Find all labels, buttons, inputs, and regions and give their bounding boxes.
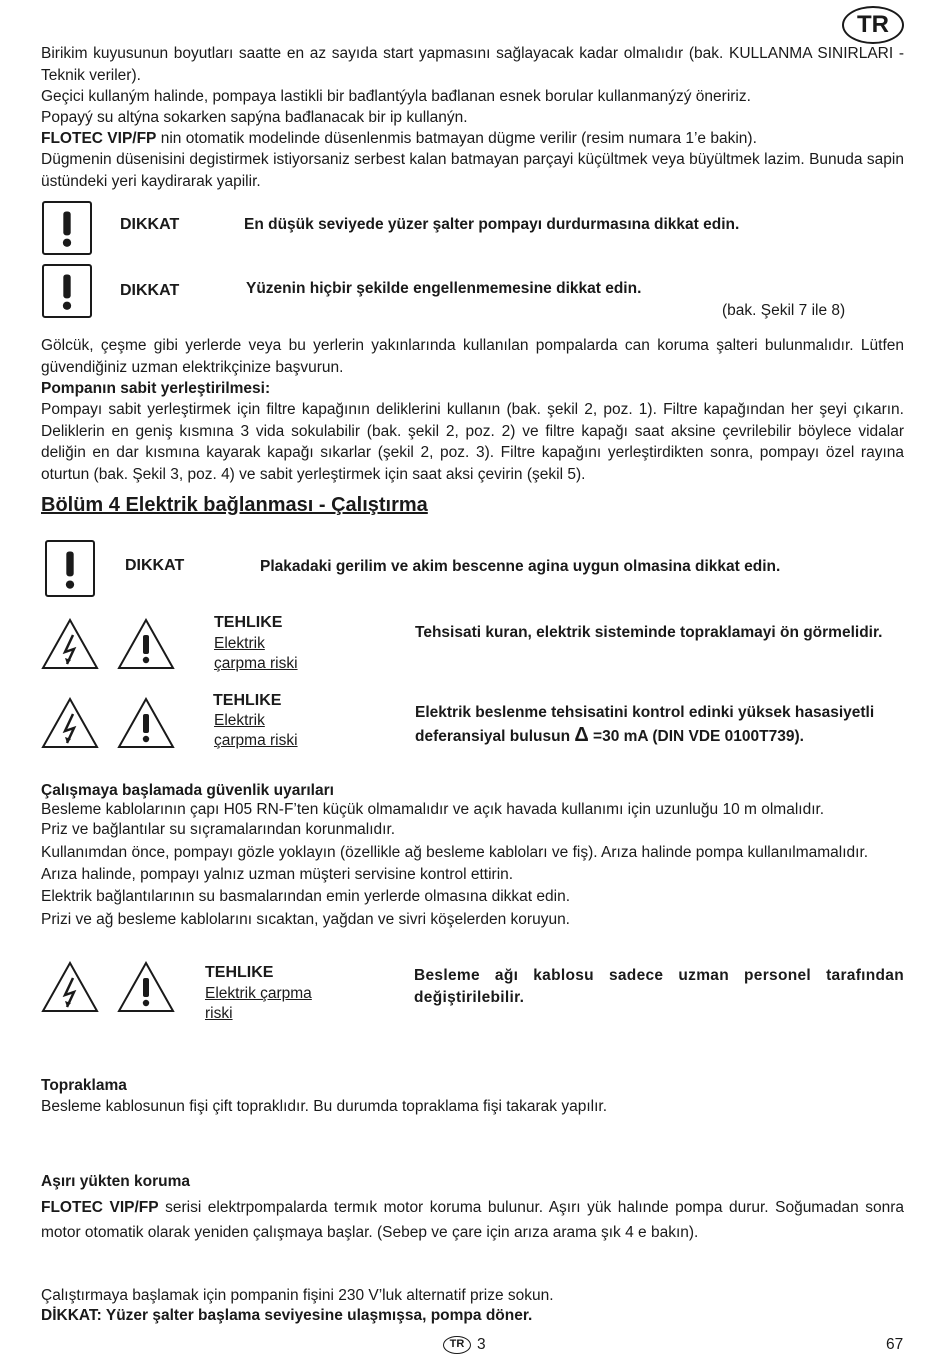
notice-1-label: DIKKAT: [120, 216, 180, 233]
language-badge: TR: [842, 6, 904, 44]
intro-p4: [41, 128, 904, 150]
danger-2-label: TEHLIKE: [213, 692, 282, 709]
intro-p1: Birikim kuyusunun boyutları saatte en az sayıda start yapmasını sağlayacak kadar olmalıdır (bak. KULLANMA SINIRLARI -Teknik veriler).: [41, 45, 904, 84]
danger-1-text: Tehsisati kuran, elektrik sisteminde topraklamayi ön görmelidir.: [415, 624, 883, 641]
footer-language-badge: TR: [443, 1336, 471, 1354]
exclamation-triangle-icon: [117, 697, 175, 749]
danger-1-label: TEHLIKE: [214, 614, 283, 631]
danger-3-text: Besleme ağı kablosu sadece uzman personel tarafından değiştirilebilir.: [414, 967, 904, 1006]
startup-line-2: DİKKAT: Yüzer şalter başlama seviyesine ulaşmışsa, pompa döner.: [41, 1307, 533, 1324]
section-4-notice-label: DIKKAT: [125, 557, 185, 574]
install-heading: Pompanın sabit yerleştirilmesi:: [41, 380, 271, 397]
grounding-heading: Topraklama: [41, 1077, 127, 1094]
intro-p5: Dügmenin düsenisini degistirmek istiyorsaniz serbest kalan batmayan parçayi küçültmek veya büyültmek lazim. Bunuda sapin üstündeki yeri kaydirarak yapilir.: [41, 151, 904, 190]
startup-line-1: Çalıştırmaya başlamak için pompanin fişini 230 V’luk alternatif prize sokun.: [41, 1287, 554, 1304]
page-number: 67: [886, 1336, 904, 1353]
notice-2-text: Yüzenin hiçbir şekilde engellenmemesine dikkat edin.: [246, 280, 642, 297]
safety-line: Elektrik bağlantılarının su basmalarından emin yerlerde olmasına dikkat edin.: [41, 888, 570, 905]
safety-line: Prizi ve ağ besleme kablolarını sıcaktan, yağdan ve sivri köşelerden koruyun.: [41, 911, 570, 928]
safety-line: Kullanımdan önce, pompayı gözle yoklayın (özellikle ağ besleme kabloları ve fiş). Arıza halinde pompa kullanılmamalıdır.: [41, 844, 869, 861]
safety-line: Arıza halinde, pompayı yalnız uzman müşteri servisine kontrol ettirin.: [41, 866, 514, 883]
overload-text: [41, 1195, 904, 1245]
electric-shock-triangle-icon: [41, 618, 99, 670]
danger-2-text-b-main: deferansiyal bulusun: [415, 728, 571, 745]
product-name: FLOTEC VIP/FP: [41, 1199, 159, 1216]
product-name: FLOTEC VIP/FP: [41, 130, 157, 147]
footer-section-number: 3: [477, 1336, 486, 1353]
section-4-notice-text: Plakadaki gerilim ve akim bescenne agina uygun olmasina dikkat edin.: [260, 558, 781, 575]
notice-1-text: En düşük seviyede yüzer şalter pompayı durdurmasına dikkat edin.: [244, 216, 740, 233]
danger-2-text-c: =30 mA (DIN VDE 0100T739).: [588, 728, 804, 745]
delta-symbol: Δ: [574, 724, 589, 746]
danger-2-sub1: Elektrik: [214, 712, 265, 729]
exclamation-box-icon: [42, 264, 92, 318]
section-4-title: Bölüm 4 Elektrik bağlanması - Çalıştırma: [41, 494, 428, 516]
danger-3-label: TEHLIKE: [205, 964, 274, 981]
intro-p3: Popayý su altýna sokarken sapýna bađlanacak bir ip kullanýn.: [41, 109, 468, 126]
exclamation-box-icon: [45, 540, 95, 597]
grounding-text: Besleme kablosunun fişi çift topraklıdır. Bu durumda topraklama fişi takarak yapılır.: [41, 1098, 608, 1115]
electric-shock-triangle-icon: [41, 697, 99, 749]
notice-2-label: DIKKAT: [120, 282, 180, 299]
danger-2-text-a: Elektrik beslenme tehsisatini kontrol edinki yüksek hasasiyetli: [415, 704, 875, 721]
danger-2-sub2: çarpma riski: [214, 732, 298, 749]
overload-text-body: serisi elektrpompalarda termık motor koruma bulunur. Aşırı yük halınde pompa durur. Soğumadan sonra motor otomatik olarak yeniden çalışmaya başlar. (Sebep ve çare için arıza arama şık 4 e bakın).: [41, 1199, 904, 1241]
exclamation-triangle-icon: [117, 618, 175, 670]
intro-p4-text: nin otomatik modelinde düsenlenmis batmayan dügme verilir (resim numara 1’e bakin).: [156, 130, 757, 147]
danger-1-sub1: Elektrik: [214, 635, 265, 652]
danger-2-text-b: [415, 725, 804, 748]
danger-3-sub2: riski: [205, 1005, 233, 1022]
overload-heading: Aşırı yükten koruma: [41, 1173, 191, 1190]
install-p1: Gölcük, çeşme gibi yerlerde veya bu yerlerin yakınlarında kullanılan pompalarda can koruma şalteri bulunmalıdır. Lütfen güvendiğiniz uzman elektrikçinize başvurun.: [41, 337, 904, 376]
intro-p2: Geçici kullaným halinde, pompaya lastikli bir bađlantýyla bađlanan esnek borular kullanmanýzý öneririz.: [41, 88, 751, 105]
danger-1-sub2: çarpma riski: [214, 655, 298, 672]
safety-line: Priz ve bağlantılar su sıçramalarından korunmalıdır.: [41, 821, 396, 838]
safety-heading: Çalışmaya başlamada güvenlik uyarıları: [41, 782, 334, 799]
safety-line: Besleme kablolarının çapı H05 RN-F’ten küçük olmamalıdır ve açık havada kullanımı için uzunluğu 10 m olmalıdır.: [41, 801, 825, 818]
danger-3-sub1: Elektrik çarpma: [205, 985, 312, 1002]
exclamation-triangle-icon: [117, 961, 175, 1013]
exclamation-box-icon: [42, 201, 92, 255]
electric-shock-triangle-icon: [41, 961, 99, 1013]
install-p2: Pompayı sabit yerleştirmek için filtre kapağının deliklerini kullanın (bak. şekil 2, poz. 1). Filtre kapağından her şeyi çıkarın. Deliklerin en geniş kısmına 3 vida sokulabilir (bak. şekil 2, poz. 2) ve filtre kapağı saat aksine çevrilebilir böylece vidalar deliğin en dar kısmına kayarak kapağı sıkarlar (şekil 2, poz. 3). Filtre kapağını yerleştirdikten sonra, pompayı özel rayına oturtun (bak. Şekil 3, poz. 4) ve sabit yerleştirmek için saat aksi çevirin (şekil 5).: [41, 401, 904, 483]
notice-2-ref: (bak. Şekil 7 ile 8): [722, 302, 846, 319]
